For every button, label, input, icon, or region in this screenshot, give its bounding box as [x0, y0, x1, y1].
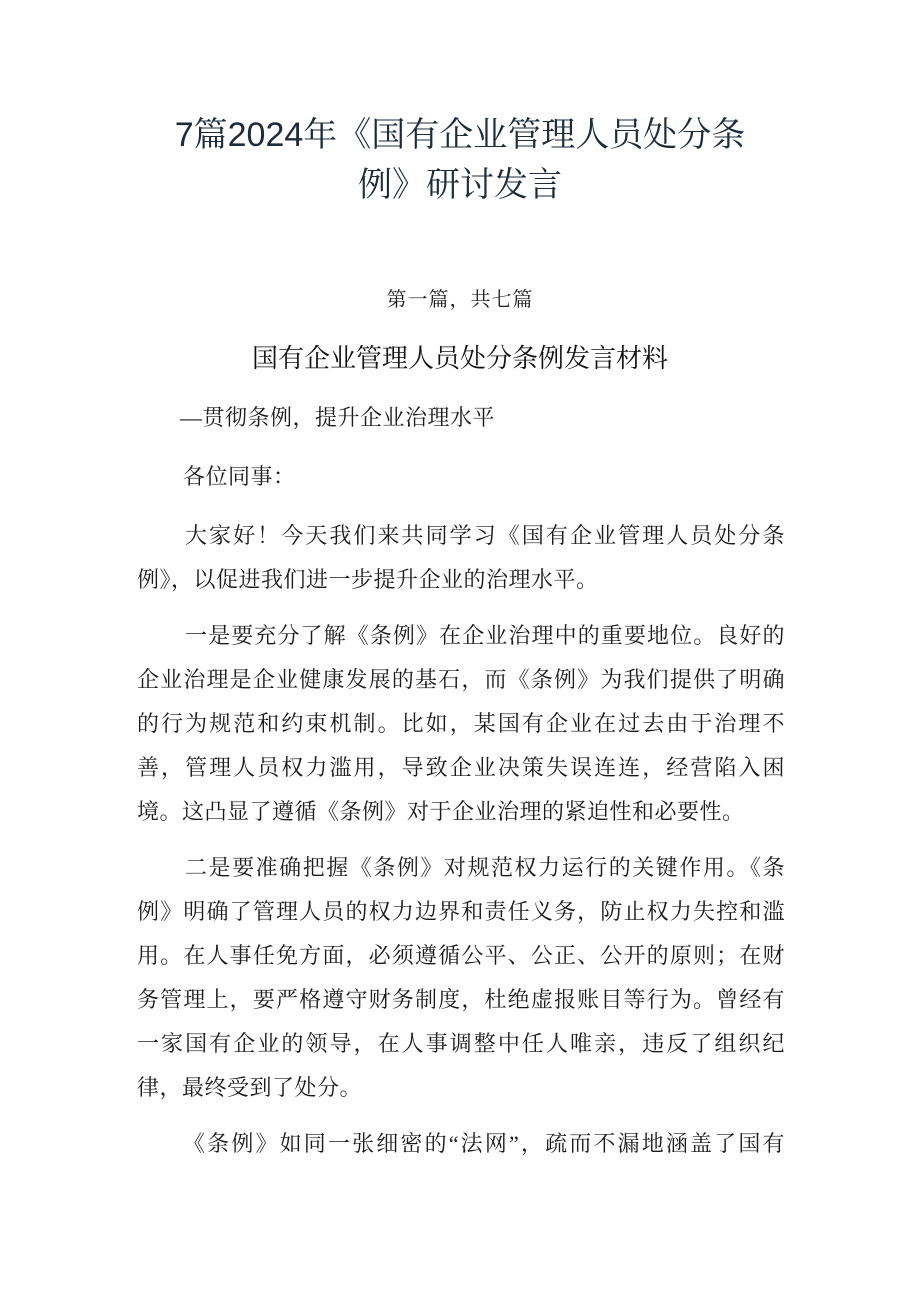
paragraph-line: 务管理上，要严格遵守财务制度，杜绝虚报账目等行为。曾经有	[137, 987, 785, 1012]
paragraph-line: 善，管理人员权力滥用，导致企业决策失误连连，经营陷入困	[137, 755, 785, 780]
paragraph	[137, 514, 785, 602]
paragraph-line: 一家国有企业的领导，在人事调整中任人唯亲，违反了组织纪	[137, 1031, 785, 1056]
paragraph	[137, 1122, 785, 1166]
paragraph-line: 例》，以促进我们进一步提升企业的治理水平。	[137, 567, 599, 592]
paragraph	[137, 846, 785, 1110]
paragraph-line: 律，最终受到了处分。	[137, 1075, 363, 1100]
paragraph-line: 境。这凸显了遵循《条例》对于企业治理的紧迫性和必要性。	[137, 799, 745, 824]
document-title	[0, 110, 920, 210]
salutation: 各位同事：	[183, 464, 296, 489]
paragraph-line: 大家好！今天我们来共同学习《国有企业管理人员处分条	[185, 523, 785, 548]
paragraph-line: 用。在人事任免方面，必须遵循公平、公正、公开的原则；在财	[137, 943, 785, 968]
title-line: 例》研讨发言	[358, 166, 562, 204]
paragraph-line: 例》明确了管理人员的权力边界和责任义务，防止权力失控和滥	[137, 899, 785, 924]
title-line: 7篇2024年《国有企业管理人员处分条	[174, 116, 746, 154]
paragraph-line: 企业治理是企业健康发展的基石，而《条例》为我们提供了明确	[137, 667, 785, 692]
part-label: 第一篇，共七篇	[386, 289, 534, 311]
document-body	[137, 514, 785, 1178]
section-heading: 国有企业管理人员处分条例发言材料	[251, 343, 668, 373]
paragraph	[137, 614, 785, 834]
paragraph-line: 一是要充分了解《条例》在企业治理中的重要地位。良好的	[185, 623, 785, 648]
paragraph-line: 二是要准确把握《条例》对规范权力运行的关键作用。《条	[185, 855, 785, 880]
section-subheading: —贯彻条例，提升企业治理水平	[180, 405, 496, 430]
paragraph-line: 《条例》如同一张细密的“法网”，疏而不漏地涵盖了国有	[183, 1131, 785, 1156]
paragraph-line: 的行为规范和约束机制。比如，某国有企业在过去由于治理不	[137, 711, 785, 736]
